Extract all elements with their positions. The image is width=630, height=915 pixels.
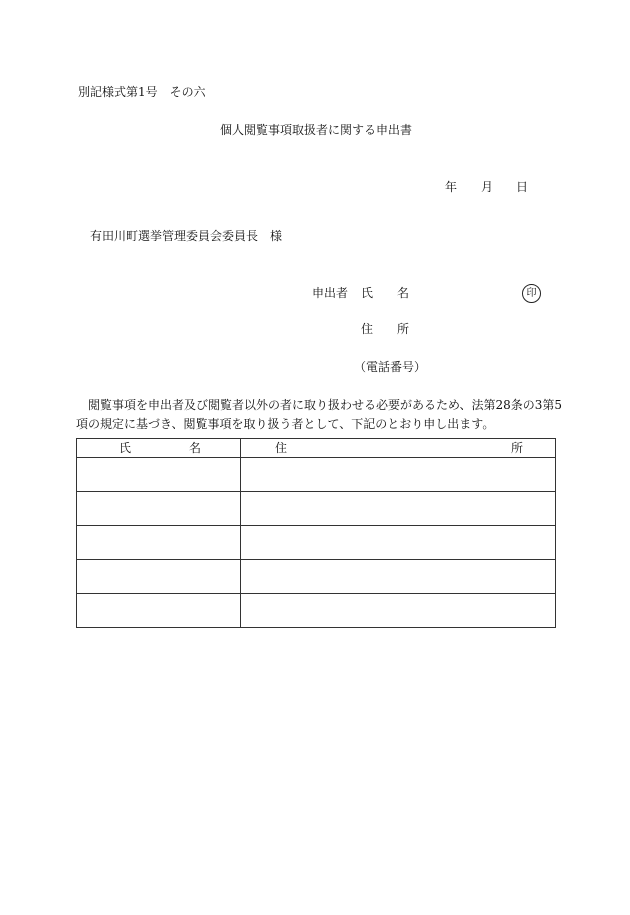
applicant-address-label-first: 住	[361, 322, 374, 336]
address-cell[interactable]	[241, 492, 556, 526]
address-column-header	[241, 439, 556, 458]
statement-line: 項の規定に基づき、閲覧事項を取り扱う者として、下記のとおり申し出ます。	[76, 417, 495, 431]
applicant-name-label-second: 名	[397, 286, 410, 300]
name-cell[interactable]	[77, 560, 241, 594]
document-title: 個人閲覧事項取扱者に関する申出書	[220, 123, 413, 137]
addressee: 有田川町選挙管理委員会委員長 様	[90, 229, 283, 243]
statement-line: 閲覧事項を申出者及び閲覧者以外の者に取り扱わせる必要があるため、法第28条の3第5	[88, 398, 563, 412]
applicant-phone-label: （電話番号）	[354, 360, 427, 374]
name-cell[interactable]	[77, 594, 241, 628]
form-number: 別記様式第1号 その六	[78, 85, 206, 99]
name-column-header	[77, 439, 241, 458]
table-row	[77, 492, 556, 526]
table-header-row	[77, 439, 556, 458]
request-statement	[76, 396, 563, 434]
table-row	[77, 560, 556, 594]
applicant-address-label-second: 所	[397, 322, 410, 336]
address-cell[interactable]	[241, 560, 556, 594]
address-cell[interactable]	[241, 458, 556, 492]
address-header-first: 住	[275, 441, 288, 455]
name-cell[interactable]	[77, 492, 241, 526]
seal-icon: 印	[522, 284, 541, 303]
table-row	[77, 526, 556, 560]
applicant-label: 申出者	[312, 286, 349, 300]
address-header-second: 所	[511, 441, 524, 455]
address-cell[interactable]	[241, 594, 556, 628]
name-cell[interactable]	[77, 526, 241, 560]
date-month-label: 月	[481, 180, 494, 194]
date-day-label: 日	[516, 180, 529, 194]
applicant-name-label-first: 氏	[361, 286, 374, 300]
table-row	[77, 594, 556, 628]
address-cell[interactable]	[241, 526, 556, 560]
name-cell[interactable]	[77, 458, 241, 492]
name-header-second: 名	[189, 441, 202, 455]
table-row	[77, 458, 556, 492]
date-year-label: 年	[445, 180, 458, 194]
name-header-first: 氏	[119, 441, 132, 455]
handler-table	[76, 438, 556, 628]
